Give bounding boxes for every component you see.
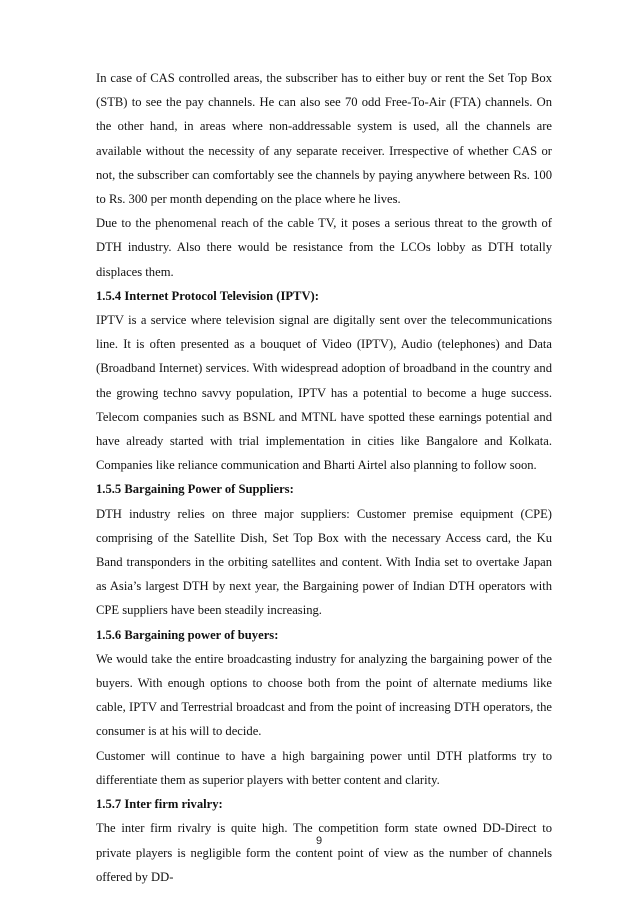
heading-rivalry: 1.5.7 Inter firm rivalry: bbox=[96, 797, 223, 812]
heading-iptv: 1.5.4 Internet Protocol Television (IPTV): bbox=[96, 288, 319, 303]
page-number: 9 bbox=[315, 835, 323, 847]
paragraph-rivalry: The inter firm rivalry is quite high. The competition form state owned DD-Direct to private players is negligible form the content point of view as the number of channels offered by DD- bbox=[96, 821, 552, 884]
paragraph-iptv: IPTV is a service where television signal are digitally sent over the telecommunications line. It is often presented as a bouquet of Video (IPTV), Audio (telephones) and Data (Broadband Internet) services. With widespread adoption of broadband in the country and the growing techno savvy population, IPTV has a potential to become a huge success. Telecom companies such as BSNL and MTNL have spotted these earnings potential and have already started with trial implementation in cities like Bangalore and Kolkata. Companies like reliance communication and Bharti Airtel also planning to follow soon. bbox=[96, 313, 552, 473]
paragraph-buyers: We would take the entire broadcasting industry for analyzing the bargaining power of the buyers. With enough options to choose both from the point of alternate mediums like cable, IPTV and Terrestrial broadcast and from the point of increasing DTH operators, the consumer is at his will to decide. bbox=[96, 651, 552, 739]
paragraph-cable-threat: Due to the phenomenal reach of the cable TV, it poses a serious threat to the growth of DTH industry. Also there would be resistance from the LCOs lobby as DTH totally displaces them. bbox=[96, 216, 552, 279]
paragraph-suppliers: DTH industry relies on three major suppliers: Customer premise equipment (CPE) comprising of the Satellite Dish, Set Top Box with the necessary Access card, the Ku Band transponders in the orbiting satellites and content. With India set to overtake Japan as Asia’s largest DTH by next year, the Bargaining power of Indian DTH operators with CPE suppliers have been steadily increasing. bbox=[96, 506, 552, 618]
paragraph-cas-areas: In case of CAS controlled areas, the subscriber has to either buy or rent the Set Top Box (STB) to see the pay channels. He can also see 70 odd Free-To-Air (FTA) channels. On the other hand, in areas where non-addressable system is used, all the channels are available without the necessity of any separate receiver. Irrespective of whether CAS or not, the subscriber can comfortably see the channels by paying anywhere between Rs. 100 to Rs. 300 per month depending on the place where he lives. bbox=[96, 71, 552, 207]
heading-suppliers: 1.5.5 Bargaining Power of Suppliers: bbox=[96, 482, 294, 497]
paragraph-customer-power: Customer will continue to have a high bargaining power until DTH platforms try to differentiate them as superior players with better content and clarity. bbox=[96, 748, 552, 787]
heading-buyers: 1.5.6 Bargaining power of buyers: bbox=[96, 627, 279, 642]
document-body bbox=[96, 66, 552, 889]
